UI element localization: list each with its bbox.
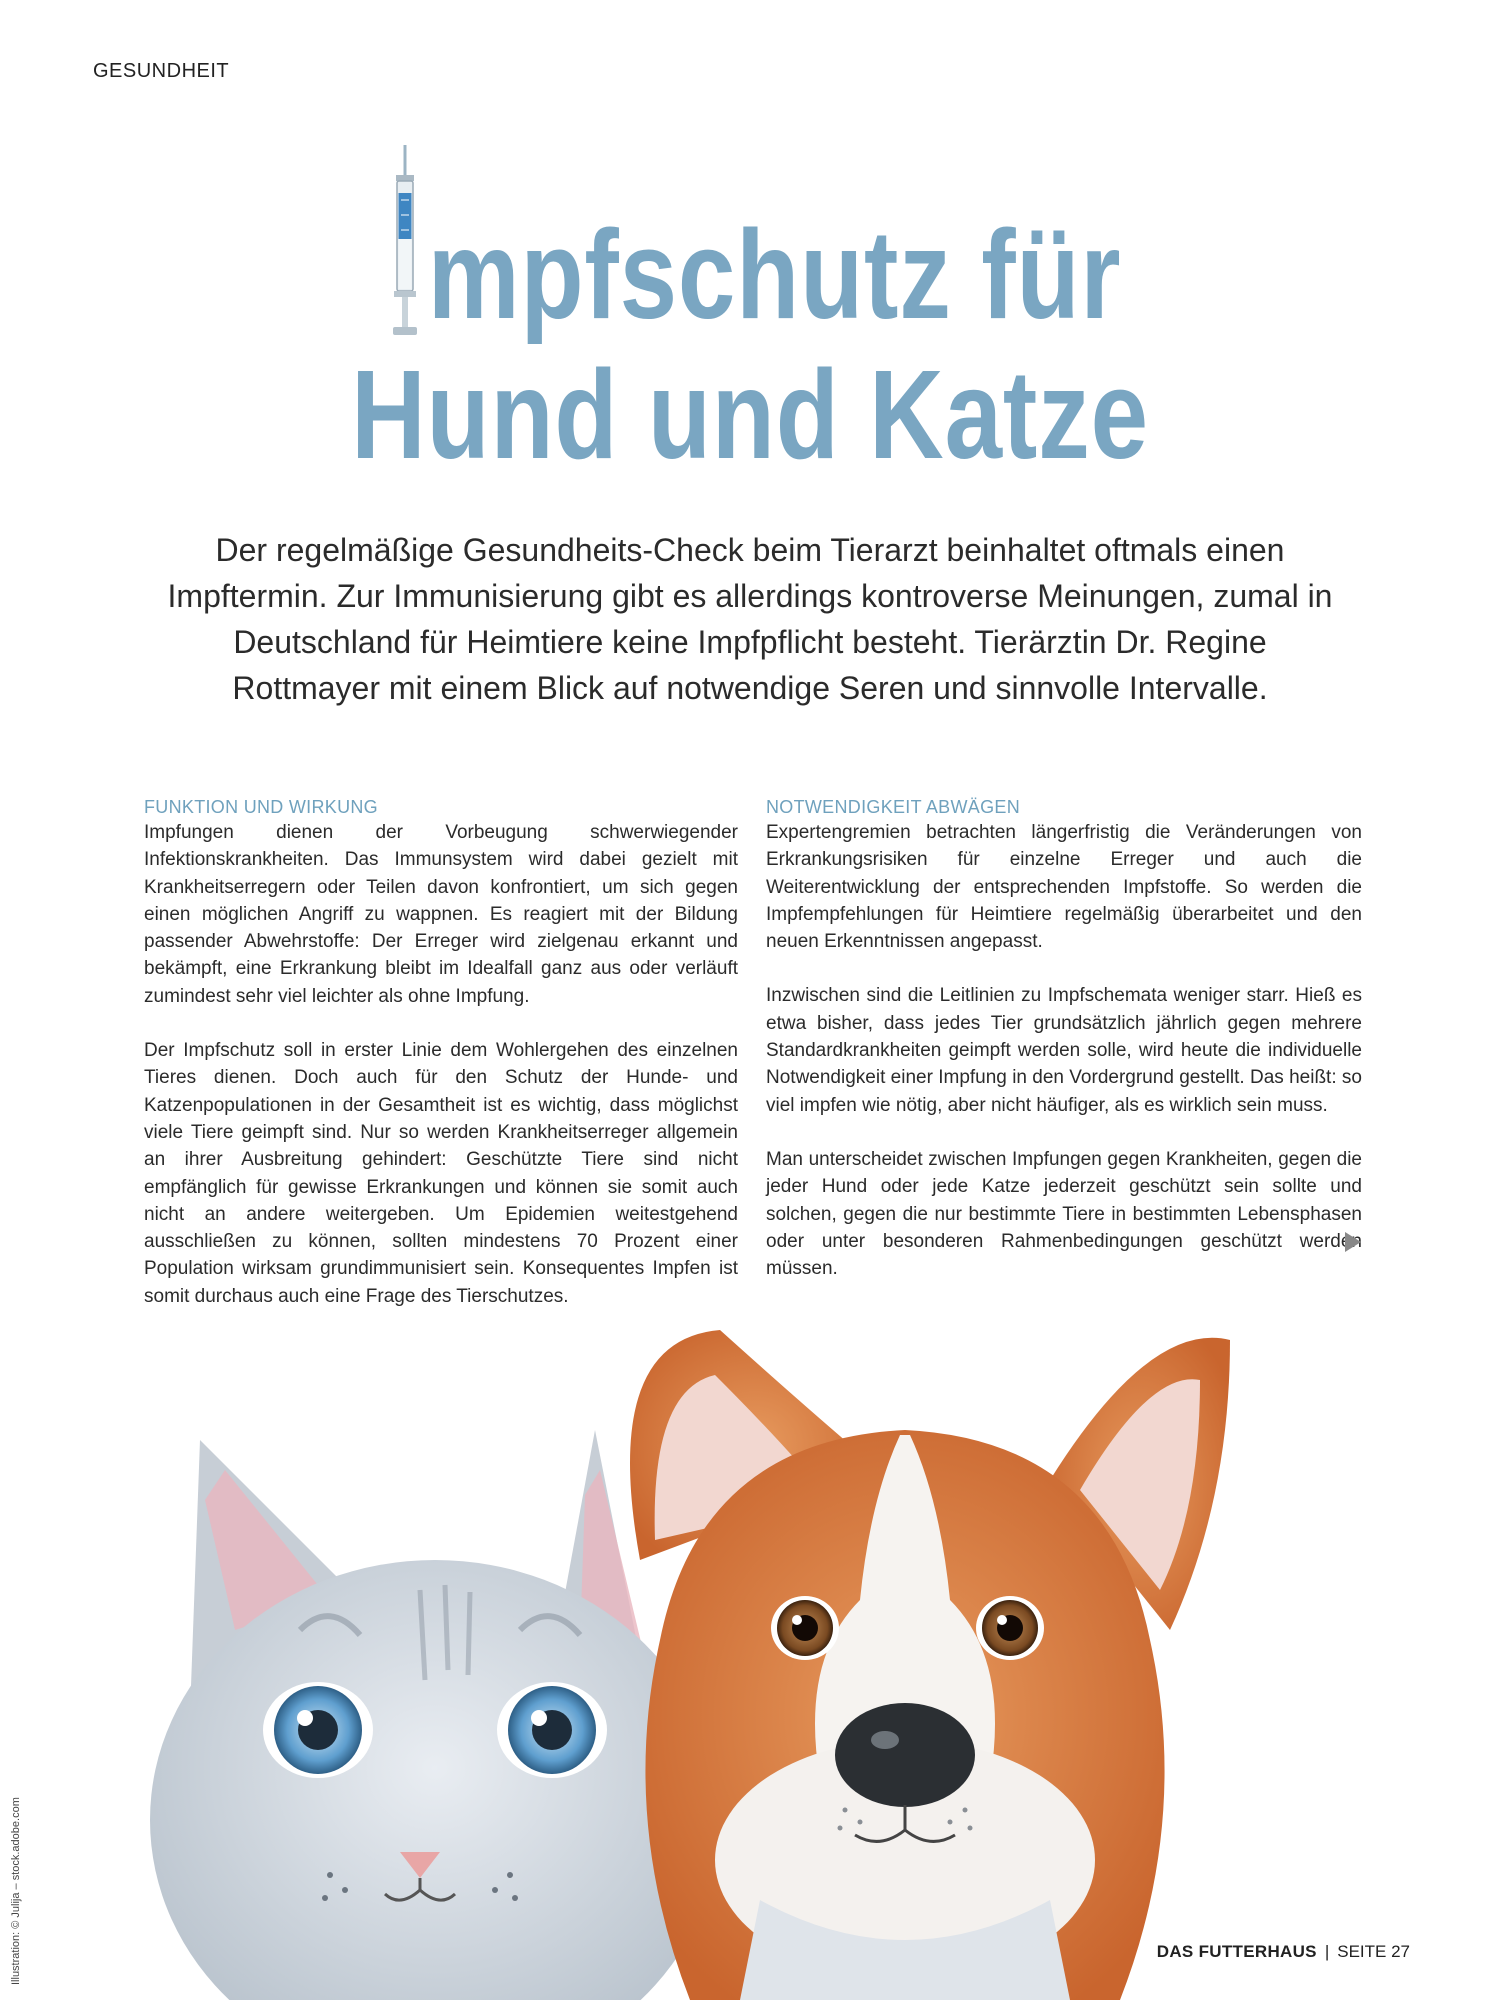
column-left bbox=[144, 795, 738, 1337]
column-right bbox=[766, 795, 1362, 1309]
footer-brand: DAS FUTTERHAUS bbox=[1156, 1942, 1317, 1961]
title-line-1: mpfschutz für bbox=[427, 204, 1122, 345]
heading-notwendigkeit-abwaegen: NOTWENDIGKEIT ABWÄGEN bbox=[766, 797, 1020, 817]
heading-funktion-und-wirkung: FUNKTION UND WIRKUNG bbox=[144, 797, 378, 817]
section-label: GESUNDHEIT bbox=[93, 60, 230, 82]
page-number: SEITE 27 bbox=[1337, 1942, 1410, 1961]
paragraph: Impfungen dienen der Vorbeugung schwerwiegender Infektionskrankheiten. Das Immunsystem wird dabei gezielt mit Krankheitserregern oder Teilen davon konfrontiert, um sich gegen einen möglichen Angriff zu wappnen. Es reagiert mit der Bildung passender Abwehrstoffe: Der Erreger wird zielgenau erkannt und bekämpft, eine Erkrankung bleibt im Idealfall ganz aus oder verläuft zumindest sehr viel leichter als ohne Impfung. bbox=[144, 822, 738, 1007]
paragraph: Man unterscheidet zwischen Impfungen gegen Krankheiten, gegen die jeder Hund oder jede Katze jederzeit geschützt sein sollte und solchen, gegen die nur bestimmte Tiere in bestimmten Lebensphasen oder unter besonderen Rahmenbedingungen geschützt werden müssen. bbox=[766, 1148, 1362, 1280]
image-credit: Illustration: © Julija – stock.adobe.com bbox=[10, 1797, 22, 1985]
title-line-2: Hund und Katze bbox=[351, 344, 1149, 485]
dog-figure bbox=[630, 1330, 1230, 2000]
footer-separator: | bbox=[1324, 1942, 1330, 1961]
intro-text: Der regelmäßige Gesundheits-Check beim Tierarzt beinhaltet oftmals einen Impftermin. Zur Immunisierung gibt es allerdings kontroverse Meinungen, zumal in Deutschland für Heimtiere keine Impfpflicht besteht. Tierärztin Dr. Regine Rottmayer mit einem Blick auf notwendige Seren und sinnvolle Intervalle. bbox=[167, 532, 1333, 706]
page-title bbox=[0, 205, 1500, 485]
cat-and-dog-illustration bbox=[0, 1300, 1500, 2000]
page-footer bbox=[1157, 1942, 1410, 1962]
paragraph: Inzwischen sind die Leitlinien zu Impfschemata weniger starr. Hieß es etwa bisher, dass jedes Tier grundsätzlich jährlich gegen mehrere Standardkrankheiten geimpft werden solle, wird heute die individuelle Notwendigkeit einer Impfung in den Vordergrund gestellt. Das heißt: so viel impfen wie nötig, aber nicht häufiger, als es wirklich sein muss. bbox=[766, 985, 1362, 1116]
paragraph: Expertengremien betrachten längerfristig die Veränderungen von Erkrankungsrisiken für einzelne Erreger und auch die Weiterentwicklung der entsprechenden Impfstoffe. So werden die Impfempfehlungen für Heimtiere regelmäßig überarbeitet und den neuen Erkenntnissen angepasst. bbox=[766, 822, 1362, 953]
paragraph: Der Impfschutz soll in erster Linie dem Wohlergehen des einzelnen Tieres dienen. Doch auch für den Schutz der Hunde- und Katzenpopulationen in der Gesamtheit ist es wichtig, dass möglichst viele Tiere geimpft sind. Nur so werden Krankheitserreger allgemein an ihrer Ausbreitung gehindert: Geschützte Tiere sind nicht empfänglich für gewisse Erkrankungen und können sie somit auch nicht an andere weitergeben. Um Epidemien weitestgehend ausschließen zu können, sollten mindestens 70 Prozent einer Population wirksam grundimmunisiert sein. Konsequentes Impfen ist somit durchaus auch eine Frage des Tierschutzes. bbox=[144, 1040, 738, 1307]
continue-arrow-icon bbox=[1345, 1232, 1361, 1252]
